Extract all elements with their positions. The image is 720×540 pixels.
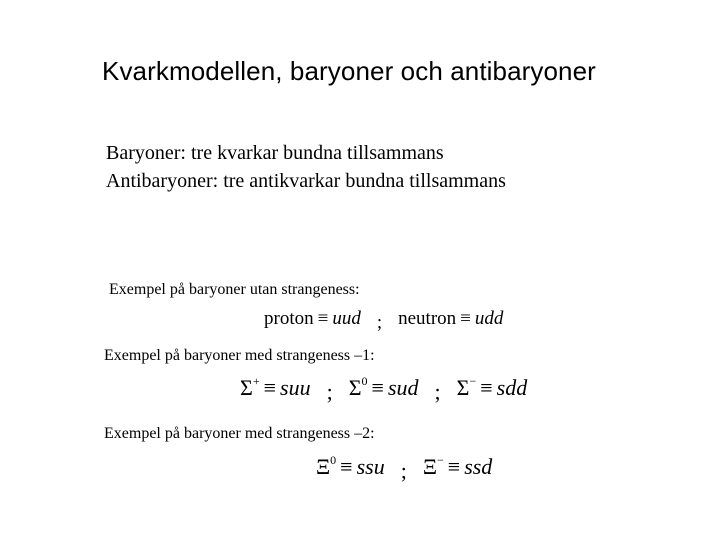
- equiv-symbol: ≡: [263, 375, 277, 400]
- quark-content-xi-zero: ssu: [356, 454, 385, 479]
- example-strangeness-minus2-label: Exempel på baryoner med strangeness –2:: [104, 425, 375, 442]
- antibaryon-definition: Antibaryoner: tre antikvarkar bundna tillsammans: [106, 170, 506, 192]
- xi-zero-symbol: $\Xi^0$: [316, 452, 337, 479]
- equiv-symbol: ≡: [460, 308, 471, 329]
- quark-content-xi-minus: ssd: [464, 454, 493, 479]
- formula-no-strangeness: [264, 308, 504, 333]
- separator: ;: [434, 379, 441, 404]
- separator: ;: [400, 458, 407, 483]
- particle-name-proton: proton: [264, 308, 314, 329]
- separator: ;: [326, 379, 333, 404]
- quark-content-sigma-zero: sud: [387, 375, 419, 400]
- separator: ;: [376, 312, 383, 333]
- particle-name-neutron: neutron: [398, 308, 457, 329]
- xi-minus-symbol: Ξ−: [422, 452, 444, 479]
- example-strangeness-minus1-label: Exempel på baryoner med strangeness –1:: [104, 347, 375, 364]
- formula-strangeness-minus1: [240, 373, 528, 404]
- slide-title: Kvarkmodellen, baryoner och antibaryoner: [102, 56, 596, 86]
- quark-content-sigma-plus: suu: [280, 375, 311, 400]
- equiv-symbol: ≡: [340, 454, 353, 479]
- quark-content-proton: uud: [332, 308, 361, 329]
- formula-strangeness-minus2: [316, 452, 493, 483]
- equiv-symbol: ≡: [480, 375, 493, 400]
- baryon-definition: Baryoner: tre kvarkar bundna tillsammans: [106, 142, 444, 164]
- example-no-strangeness-label: Exempel på baryoner utan strangeness:: [109, 281, 360, 298]
- equiv-symbol: ≡: [317, 308, 329, 329]
- equiv-symbol: ≡: [371, 375, 384, 400]
- sigma-plus-symbol: Σ+: [240, 373, 260, 400]
- sigma-zero-symbol: $\Sigma^0$: [348, 373, 368, 400]
- sigma-minus-symbol: Σ−: [456, 373, 477, 400]
- quark-content-neutron: udd: [474, 308, 504, 329]
- quark-content-sigma-minus: sdd: [496, 375, 528, 400]
- equiv-symbol: ≡: [447, 454, 461, 479]
